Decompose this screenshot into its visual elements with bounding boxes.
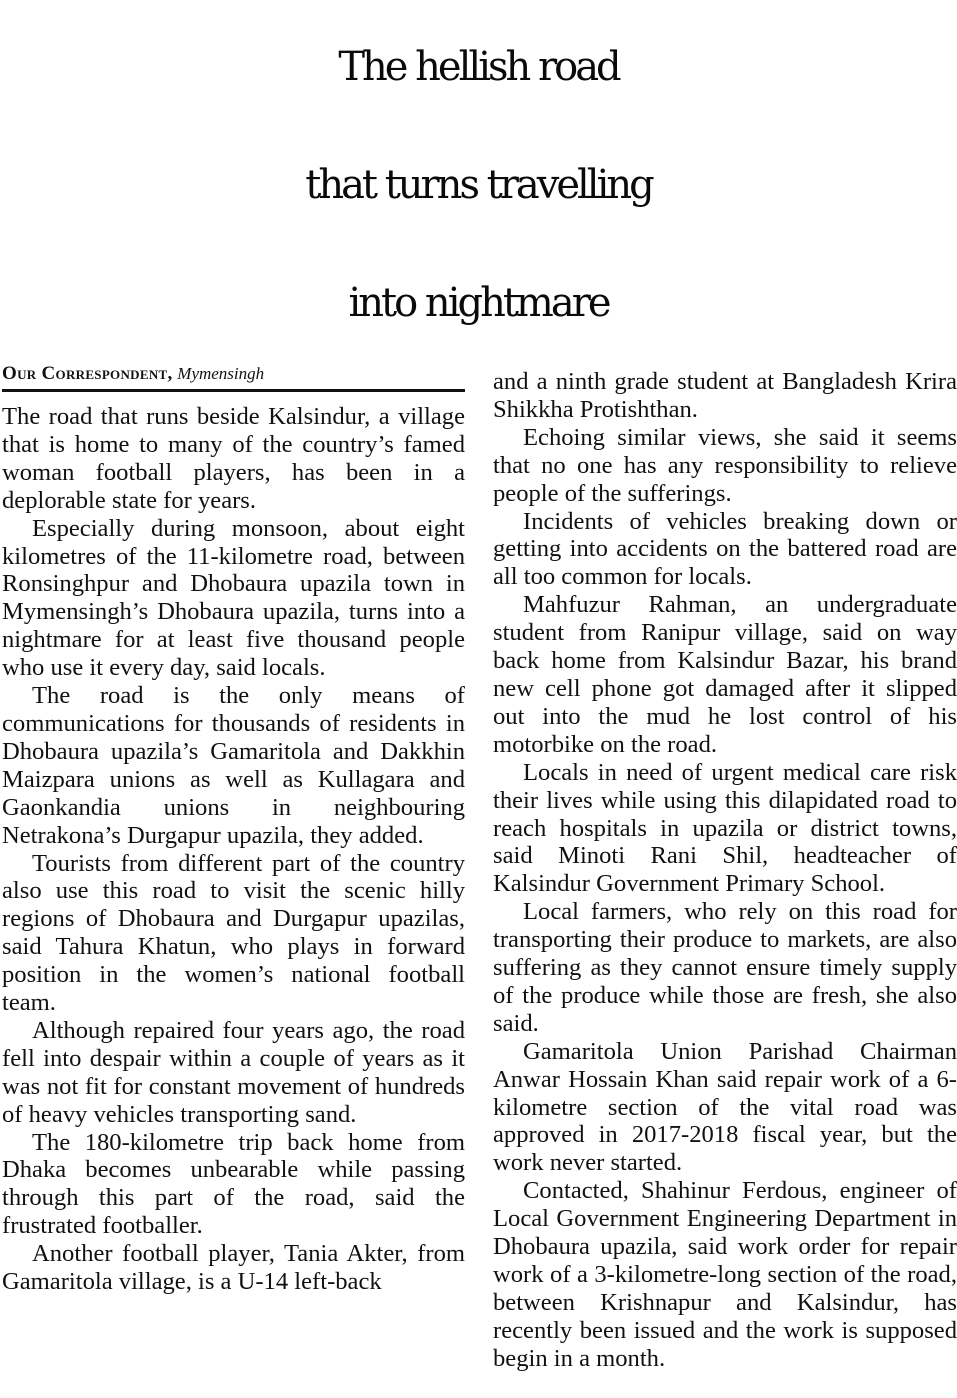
- headline-line-1: The hellish road: [338, 44, 619, 90]
- paragraph: Especially during monsoon, about eight kilometres of the 11-kilometre road, between Ronsinghpur and Dhobaura upazila town in Mymensingh’s Dhobaura upazila, turns into a nightmare for at least five thousand people who use it every day, said locals.: [2, 514, 465, 682]
- paragraph: Echoing similar views, she said it seems that no one has any responsibility to relieve people of the sufferings.: [493, 423, 957, 507]
- headline-line-2: that turns travelling: [305, 162, 652, 208]
- paragraph: The road is the only means of communications for thousands of residents in Dhobaura upazila’s Gamaritola and Dakkhin Maizpara unions as well as Kullagara and Gaonkandia unions in neighbouring Netrakona’s Durgapur upazila, they added.: [2, 682, 465, 849]
- paragraph: The 180-kilometre trip back home from Dhaka becomes unbearable while passing through this part of the road, said the frustrated footballer.: [2, 1128, 465, 1240]
- article-column-left: [2, 361, 465, 1296]
- headline-line-3: into nightmare: [348, 280, 609, 326]
- paragraph: Tourists from different part of the country also use this road to visit the scenic hilly regions of Dhobaura and Durgapur upazilas, said Tahura Khatun, who plays in forward position in the women’s national football team.: [2, 849, 465, 1017]
- paragraph: Contacted, Shahinur Ferdous, engineer of Local Government Engineering Department in Dhobaura upazila, said work order for repair work of a 3-kilometre-long section of the road, between Krishnapur and Kalsindur, has recently been issued and the work is supposed begin in a month.: [493, 1177, 957, 1372]
- paragraph: Gamaritola Union Parishad Chairman Anwar Hossain Khan said repair work of a 6-kilometre section of the vital road was approved in 2017-2018 fiscal year, but the work never started.: [493, 1037, 957, 1177]
- paragraph: Locals in need of urgent medical care risk their lives while using this dilapidated road to reach hospitals in upazila or district towns, said Minoti Rani Shil, headteacher of Kalsindur Government Primary School.: [493, 758, 957, 898]
- headline: [0, 8, 957, 362]
- paragraph: Another football player, Tania Akter, from Gamaritola village, is a U-14 left-back: [2, 1240, 465, 1296]
- paragraph: Incidents of vehicles breaking down or getting into accidents on the battered road are all too common for locals.: [493, 507, 957, 591]
- byline: [2, 361, 465, 392]
- paragraph: Mahfuzur Rahman, an undergraduate student from Ranipur village, said on way back home from Kalsindur Bazar, his brand new cell phone got damaged after it slipped out into the mud he lost control of his motorbike on the road.: [493, 591, 957, 758]
- article-column-right: [493, 368, 957, 1373]
- byline-author: Our Correspondent,: [2, 363, 173, 384]
- paragraph: Although repaired four years ago, the road fell into despair within a couple of years as it was not fit for constant movement of hundreds of heavy vehicles transporting sand.: [2, 1016, 465, 1128]
- paragraph: The road that runs beside Kalsindur, a village that is home to many of the country’s famed woman football players, has been in a deplorable state for years.: [2, 403, 465, 514]
- paragraph: Local farmers, who rely on this road for transporting their produce to markets, are also suffering as they cannot ensure timely supply of the produce while those are fresh, she also said.: [493, 898, 957, 1037]
- byline-location: Mymensingh: [177, 364, 265, 383]
- paragraph: and a ninth grade student at Bangladesh Krira Shikkha Protishthan.: [493, 368, 957, 423]
